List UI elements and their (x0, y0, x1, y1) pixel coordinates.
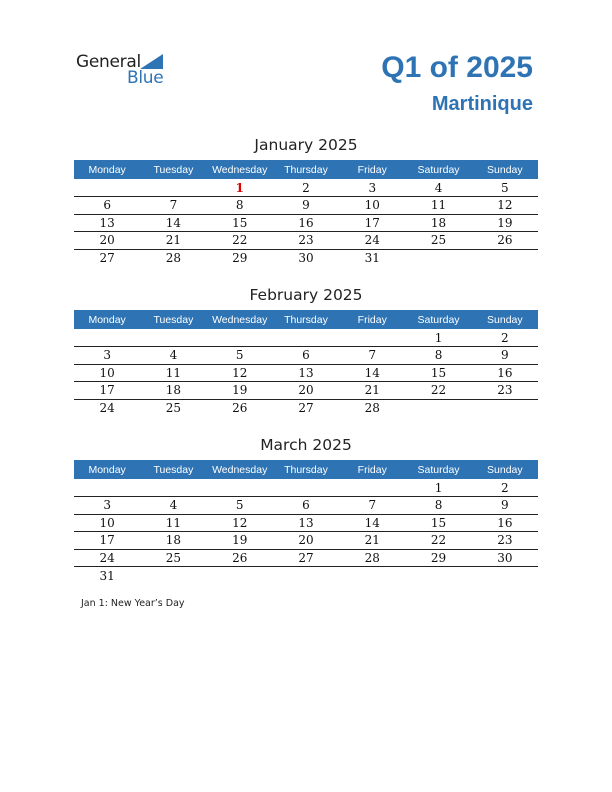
week-row (74, 382, 538, 400)
week-row (74, 479, 538, 497)
day-cell: 11 (405, 197, 471, 215)
day-cell: 13 (273, 364, 339, 382)
month-title: January 2025 (254, 136, 358, 154)
day-cell (472, 249, 538, 267)
day-cell (140, 329, 206, 347)
day-cell: 23 (472, 382, 538, 400)
day-cell: 5 (207, 347, 273, 365)
weekday-header: Friday (339, 310, 405, 329)
day-cell: 10 (74, 364, 140, 382)
week-row (74, 214, 538, 232)
day-cell: 30 (298, 251, 314, 265)
day-cell: 2 (472, 329, 538, 347)
brand-triangle-icon (140, 54, 163, 69)
day-cell: 11 (140, 514, 206, 532)
day-cell (405, 399, 471, 417)
week-row (74, 179, 538, 197)
day-cell: 25 (165, 401, 182, 415)
day-cell: 19 (207, 382, 273, 400)
day-cell: 4 (405, 179, 471, 197)
calendar-grid (74, 310, 538, 417)
week-row (74, 347, 538, 365)
day-cell: 22 (405, 382, 471, 400)
day-cell: 2 (472, 479, 538, 497)
day-cell: 4 (140, 497, 206, 515)
month-march (74, 436, 538, 584)
day-cell: 18 (140, 382, 206, 400)
day-cell: 10 (74, 514, 140, 532)
day-cell (140, 567, 206, 585)
day-cell: 17 (339, 214, 405, 232)
week-row (74, 399, 538, 417)
weekday-header: Friday (339, 160, 405, 179)
weekday-header: Thursday (273, 160, 339, 179)
day-cell (472, 399, 538, 417)
month-january (74, 136, 538, 267)
weekday-header: Saturday (405, 460, 471, 479)
week-row (74, 197, 538, 215)
day-cell: 18 (140, 532, 206, 550)
day-cell: 31 (99, 568, 115, 583)
day-cell: 14 (339, 364, 405, 382)
day-cell: 22 (207, 232, 273, 250)
day-cell: 24 (339, 232, 405, 250)
day-cell: 18 (405, 214, 471, 232)
day-cell (273, 329, 339, 347)
day-cell: 13 (273, 514, 339, 532)
day-cell: 19 (472, 214, 538, 232)
brand-word-blue: Blue (127, 68, 164, 88)
weekday-header: Monday (74, 310, 140, 329)
day-cell: 14 (339, 514, 405, 532)
day-cell: 9 (472, 497, 538, 515)
weekday-header: Sunday (472, 310, 538, 329)
brand-word-general: General (76, 52, 141, 72)
day-cell: 20 (273, 382, 339, 400)
day-cell: 1 (405, 479, 471, 497)
day-cell: 7 (339, 347, 405, 365)
weekday-header: Wednesday (207, 460, 273, 479)
week-row (74, 532, 538, 550)
day-cell: 16 (472, 364, 538, 382)
day-cell: 8 (405, 347, 471, 365)
page-subtitle: Martinique (431, 93, 533, 115)
week-row (74, 249, 538, 267)
day-cell: 3 (74, 347, 140, 365)
day-cell: 10 (339, 197, 405, 215)
weekday-header: Tuesday (140, 310, 206, 329)
day-cell (405, 249, 471, 267)
day-cell: 23 (472, 532, 538, 550)
day-cell (339, 479, 405, 497)
week-row (74, 549, 538, 567)
day-cell (273, 479, 339, 497)
day-cell: 28 (339, 549, 405, 567)
day-cell: 27 (99, 251, 115, 265)
day-cell: 6 (273, 347, 339, 365)
day-cell: 1 (405, 329, 471, 347)
day-cell (339, 567, 405, 585)
day-cell: 26 (232, 401, 248, 415)
weekday-header: Sunday (472, 160, 538, 179)
weekday-header: Saturday (405, 310, 471, 329)
day-cell: 21 (339, 532, 405, 550)
day-cell: 24 (99, 401, 115, 415)
day-cell: 12 (207, 364, 273, 382)
day-cell: 30 (472, 549, 538, 567)
day-cell (273, 567, 339, 585)
day-cell: 28 (364, 401, 380, 415)
day-cell: 9 (472, 347, 538, 365)
day-cell (472, 567, 538, 585)
calendar-grid (74, 160, 538, 267)
day-cell: 29 (405, 549, 471, 567)
page-title: Q1 of 2025 (381, 51, 533, 84)
day-cell: 15 (207, 214, 273, 232)
day-cell: 17 (74, 532, 140, 550)
day-cell (140, 479, 206, 497)
day-cell: 6 (74, 197, 140, 215)
day-cell: 16 (472, 514, 538, 532)
day-cell: 20 (74, 232, 140, 250)
day-cell (405, 567, 471, 585)
day-cell: 31 (364, 251, 380, 265)
weekday-header: Thursday (273, 310, 339, 329)
day-cell: 14 (140, 214, 206, 232)
day-cell: 25 (140, 549, 206, 567)
day-cell: 26 (207, 549, 273, 567)
weekday-header: Tuesday (140, 460, 206, 479)
weekday-header: Tuesday (140, 160, 206, 179)
day-cell: 24 (74, 549, 140, 567)
brand-logo (76, 52, 176, 88)
day-cell: 17 (74, 382, 140, 400)
day-cell (74, 479, 140, 497)
day-cell: 28 (165, 251, 182, 265)
month-title: March 2025 (260, 436, 352, 454)
day-cell: 5 (207, 497, 273, 515)
day-cell: 26 (472, 232, 538, 250)
day-cell: 9 (273, 197, 339, 215)
day-cell (207, 567, 273, 585)
day-cell: 23 (273, 232, 339, 250)
month-february (74, 286, 538, 417)
day-cell: 7 (339, 497, 405, 515)
weekday-header: Friday (339, 460, 405, 479)
weekday-header: Sunday (472, 460, 538, 479)
weekday-header: Monday (74, 160, 140, 179)
week-row (74, 329, 538, 347)
calendar-grid (74, 460, 538, 584)
day-cell: 16 (273, 214, 339, 232)
day-cell: 22 (405, 532, 471, 550)
day-cell (74, 329, 140, 347)
day-cell: 29 (232, 251, 248, 265)
weekday-header: Wednesday (207, 310, 273, 329)
week-row (74, 567, 538, 585)
weekday-header: Wednesday (207, 160, 273, 179)
day-cell: 5 (472, 179, 538, 197)
day-cell: 4 (140, 347, 206, 365)
day-cell (339, 329, 405, 347)
day-cell (140, 179, 206, 197)
day-cell: 27 (273, 549, 339, 567)
day-cell (207, 479, 273, 497)
week-row (74, 364, 538, 382)
day-cell: 15 (405, 514, 471, 532)
day-cell: 21 (339, 382, 405, 400)
day-cell: 12 (207, 514, 273, 532)
day-cell: 19 (207, 532, 273, 550)
holiday-note: Jan 1: New Year’s Day (81, 598, 185, 609)
day-cell: 1 (207, 179, 273, 197)
weekday-header: Thursday (273, 460, 339, 479)
weekday-header: Monday (74, 460, 140, 479)
day-cell (207, 329, 273, 347)
day-cell: 13 (74, 214, 140, 232)
day-cell: 20 (273, 532, 339, 550)
month-title: February 2025 (249, 286, 363, 304)
weekday-header: Saturday (405, 160, 471, 179)
day-cell: 25 (405, 232, 471, 250)
day-cell: 21 (140, 232, 206, 250)
day-cell: 11 (140, 364, 206, 382)
day-cell (74, 179, 140, 197)
day-cell: 2 (273, 179, 339, 197)
day-cell: 3 (339, 179, 405, 197)
day-cell: 15 (405, 364, 471, 382)
day-cell: 6 (273, 497, 339, 515)
day-cell: 27 (298, 401, 314, 415)
day-cell: 3 (74, 497, 140, 515)
day-cell: 8 (405, 497, 471, 515)
day-cell: 8 (207, 197, 273, 215)
week-row (74, 514, 538, 532)
week-row (74, 497, 538, 515)
day-cell: 12 (472, 197, 538, 215)
week-row (74, 232, 538, 250)
day-cell: 7 (140, 197, 206, 215)
